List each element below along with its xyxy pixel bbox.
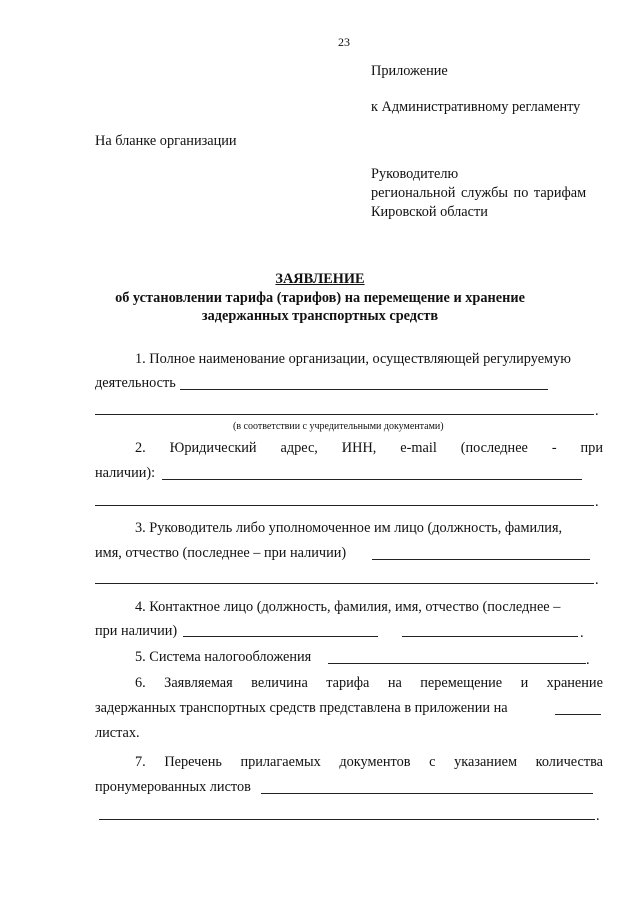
item-7-period: . xyxy=(596,808,600,824)
addressee-line-3: Кировской области xyxy=(371,204,488,220)
item-1-fill-line-1 xyxy=(180,389,548,390)
item-6-fill-line xyxy=(555,714,601,715)
item-7-word: документов xyxy=(339,754,411,770)
item-2-word: ИНН, xyxy=(341,440,377,456)
item-1-period: . xyxy=(595,403,599,419)
item-2-fill-line-1 xyxy=(162,479,582,480)
item-6-word: перемещение xyxy=(420,675,503,691)
item-2-period: . xyxy=(595,494,599,510)
item-3-fill-line-2 xyxy=(95,583,594,584)
item-2-word: - xyxy=(551,440,557,456)
item-6-word: тарифа xyxy=(326,675,370,691)
page-number: 23 xyxy=(338,35,350,49)
item-5-period: . xyxy=(586,652,590,668)
item-1-line-1: 1. Полное наименование организации, осуществляющей регулируемую xyxy=(135,351,571,367)
item-4-line-2: при наличии) xyxy=(95,623,178,639)
item-7-line-2: пронумерованных листов xyxy=(95,779,251,795)
item-7-word: с xyxy=(429,754,436,770)
item-1-line-2: деятельность xyxy=(95,375,176,391)
item-1-fill-line-2 xyxy=(95,414,594,415)
addressee-line-1: Руководителю xyxy=(371,166,459,182)
item-6-word: на xyxy=(387,675,402,691)
item-3-fill-line-1 xyxy=(372,559,590,560)
item-6-line-3: листах. xyxy=(95,725,140,741)
item-4-fill-line-1 xyxy=(183,636,378,637)
document-subtitle-line-1: об установлении тарифа (тарифов) на перемещение и хранение xyxy=(115,290,525,306)
item-3-line-2: имя, отчество (последнее – при наличии) xyxy=(95,545,347,561)
item-2-line-1 xyxy=(135,441,603,455)
item-4-fill-line-2 xyxy=(402,636,578,637)
document-title: ЗАЯВЛЕНИЕ xyxy=(275,271,365,287)
item-7-word: указанием xyxy=(454,754,518,770)
document-subtitle-line-2: задержанных транспортных средств xyxy=(201,308,439,324)
item-4-line-1: 4. Контактное лицо (должность, фамилия, имя, отчество (последнее – xyxy=(135,599,561,615)
item-2-word: 2. xyxy=(135,440,146,456)
item-7-fill-line-2 xyxy=(99,819,595,820)
item-2-line-2: наличии): xyxy=(95,465,156,481)
item-6-word: 6. xyxy=(135,675,146,691)
item-2-word: при xyxy=(580,440,603,456)
item-2-word: (последнее xyxy=(460,440,528,456)
item-6-word: и xyxy=(520,675,529,691)
item-2-word: адрес, xyxy=(280,440,318,456)
item-7-word: 7. xyxy=(135,754,146,770)
item-7-word: количества xyxy=(535,754,603,770)
item-6-word: величина xyxy=(251,675,308,691)
item-6-word: хранение xyxy=(546,675,603,691)
item-1-note: (в соответствии с учредительными документами) xyxy=(233,421,444,432)
appendix-to-label: к Административному регламенту xyxy=(371,99,581,115)
item-2-word: Юридический xyxy=(169,440,257,456)
item-7-word: прилагаемых xyxy=(240,754,321,770)
item-6-word: Заявляемая xyxy=(164,675,233,691)
item-7-line-1 xyxy=(135,755,603,769)
appendix-label: Приложение xyxy=(371,63,448,79)
item-2-word: e-mail xyxy=(400,440,437,456)
item-3-period: . xyxy=(595,572,599,588)
item-5-line: 5. Система налогообложения xyxy=(135,649,312,665)
item-6-line-2: задержанных транспортных средств представлена в приложении на xyxy=(95,700,508,716)
item-5-fill-line xyxy=(328,663,586,664)
item-3-line-1: 3. Руководитель либо уполномоченное им лицо (должность, фамилия, xyxy=(135,520,563,536)
item-7-word: Перечень xyxy=(164,754,222,770)
item-6-line-1 xyxy=(135,676,603,690)
item-7-fill-line-1 xyxy=(261,793,593,794)
addressee-line-2: региональной службы по тарифам xyxy=(371,185,587,201)
item-2-fill-line-2 xyxy=(95,505,594,506)
item-4-period: . xyxy=(580,625,584,641)
org-blank-label: На бланке организации xyxy=(95,133,237,149)
